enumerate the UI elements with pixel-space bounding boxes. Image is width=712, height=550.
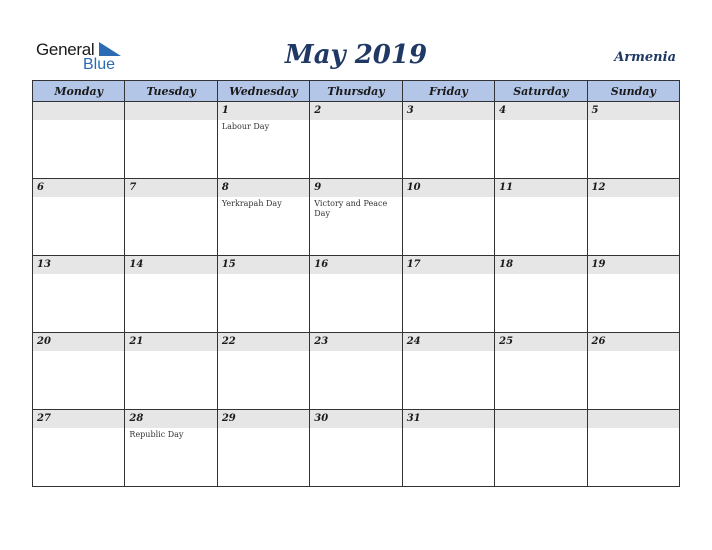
day-number: 6	[33, 179, 124, 197]
day-number: 25	[495, 333, 586, 351]
weekday-sunday: Sunday	[587, 81, 679, 102]
weekday-header-row	[33, 81, 680, 102]
day-number: 13	[33, 256, 124, 274]
day-number: 11	[495, 179, 586, 197]
day-number: 20	[33, 333, 124, 351]
day-number: 3	[403, 102, 494, 120]
day-cell	[402, 333, 494, 410]
day-number	[495, 410, 586, 428]
day-number: 1	[218, 102, 309, 120]
day-number: 22	[218, 333, 309, 351]
day-cell	[587, 179, 679, 256]
day-cell	[402, 410, 494, 487]
day-number: 10	[403, 179, 494, 197]
calendar-grid	[32, 80, 680, 487]
week-row	[33, 256, 680, 333]
weekday-saturday: Saturday	[495, 81, 587, 102]
day-cell	[310, 102, 402, 179]
day-number	[33, 102, 124, 120]
day-cell	[33, 102, 125, 179]
holiday-label: Republic Day	[129, 430, 184, 439]
day-number: 27	[33, 410, 124, 428]
day-cell	[33, 179, 125, 256]
holiday-label: Labour Day	[221, 122, 270, 131]
holiday-label: Yerkrapah Day	[221, 199, 282, 208]
day-number: 17	[403, 256, 494, 274]
day-number: 21	[125, 333, 216, 351]
logo-text-blue: Blue	[83, 56, 116, 73]
day-number: 31	[403, 410, 494, 428]
week-row	[33, 410, 680, 487]
weekday-thursday: Thursday	[310, 81, 402, 102]
week-row	[33, 102, 680, 179]
day-cell	[125, 410, 217, 487]
day-cell	[310, 179, 402, 256]
day-cell	[125, 102, 217, 179]
day-cell	[495, 410, 587, 487]
day-cell	[495, 179, 587, 256]
day-number: 29	[218, 410, 309, 428]
day-cell	[217, 256, 309, 333]
country-label: Armenia	[614, 50, 676, 65]
day-number: 23	[310, 333, 401, 351]
day-number: 9	[310, 179, 401, 197]
weekday-friday: Friday	[402, 81, 494, 102]
day-cell	[310, 256, 402, 333]
day-number: 8	[218, 179, 309, 197]
day-number: 26	[588, 333, 679, 351]
day-number: 19	[588, 256, 679, 274]
day-number: 7	[125, 179, 216, 197]
day-cell	[310, 410, 402, 487]
day-cell	[402, 256, 494, 333]
day-cell	[125, 256, 217, 333]
week-row	[33, 333, 680, 410]
day-number: 28	[125, 410, 216, 428]
day-cell	[587, 102, 679, 179]
day-cell	[495, 102, 587, 179]
day-number: 30	[310, 410, 401, 428]
day-number: 2	[310, 102, 401, 120]
day-cell	[587, 333, 679, 410]
day-cell	[217, 179, 309, 256]
day-cell	[402, 102, 494, 179]
day-cell	[33, 333, 125, 410]
day-cell	[310, 333, 402, 410]
day-cell	[125, 333, 217, 410]
weekday-tuesday: Tuesday	[125, 81, 217, 102]
week-row	[33, 179, 680, 256]
page-title: May 2019	[284, 40, 428, 70]
day-cell	[217, 102, 309, 179]
day-cell	[125, 179, 217, 256]
day-number: 24	[403, 333, 494, 351]
day-number: 16	[310, 256, 401, 274]
day-cell	[33, 256, 125, 333]
day-cell	[217, 410, 309, 487]
day-cell	[587, 256, 679, 333]
logo-text-general: General	[36, 40, 95, 59]
day-cell	[217, 333, 309, 410]
day-number	[125, 102, 216, 120]
day-cell	[587, 410, 679, 487]
day-cell	[33, 410, 125, 487]
weekday-monday: Monday	[33, 81, 125, 102]
weekday-wednesday: Wednesday	[217, 81, 309, 102]
day-number: 15	[218, 256, 309, 274]
day-number: 14	[125, 256, 216, 274]
day-number	[588, 410, 679, 428]
day-cell	[495, 256, 587, 333]
holiday-label: Victory and Peace Day	[314, 199, 388, 218]
day-number: 12	[588, 179, 679, 197]
day-number: 18	[495, 256, 586, 274]
day-cell	[495, 333, 587, 410]
day-cell	[402, 179, 494, 256]
day-number: 5	[588, 102, 679, 120]
day-number: 4	[495, 102, 586, 120]
